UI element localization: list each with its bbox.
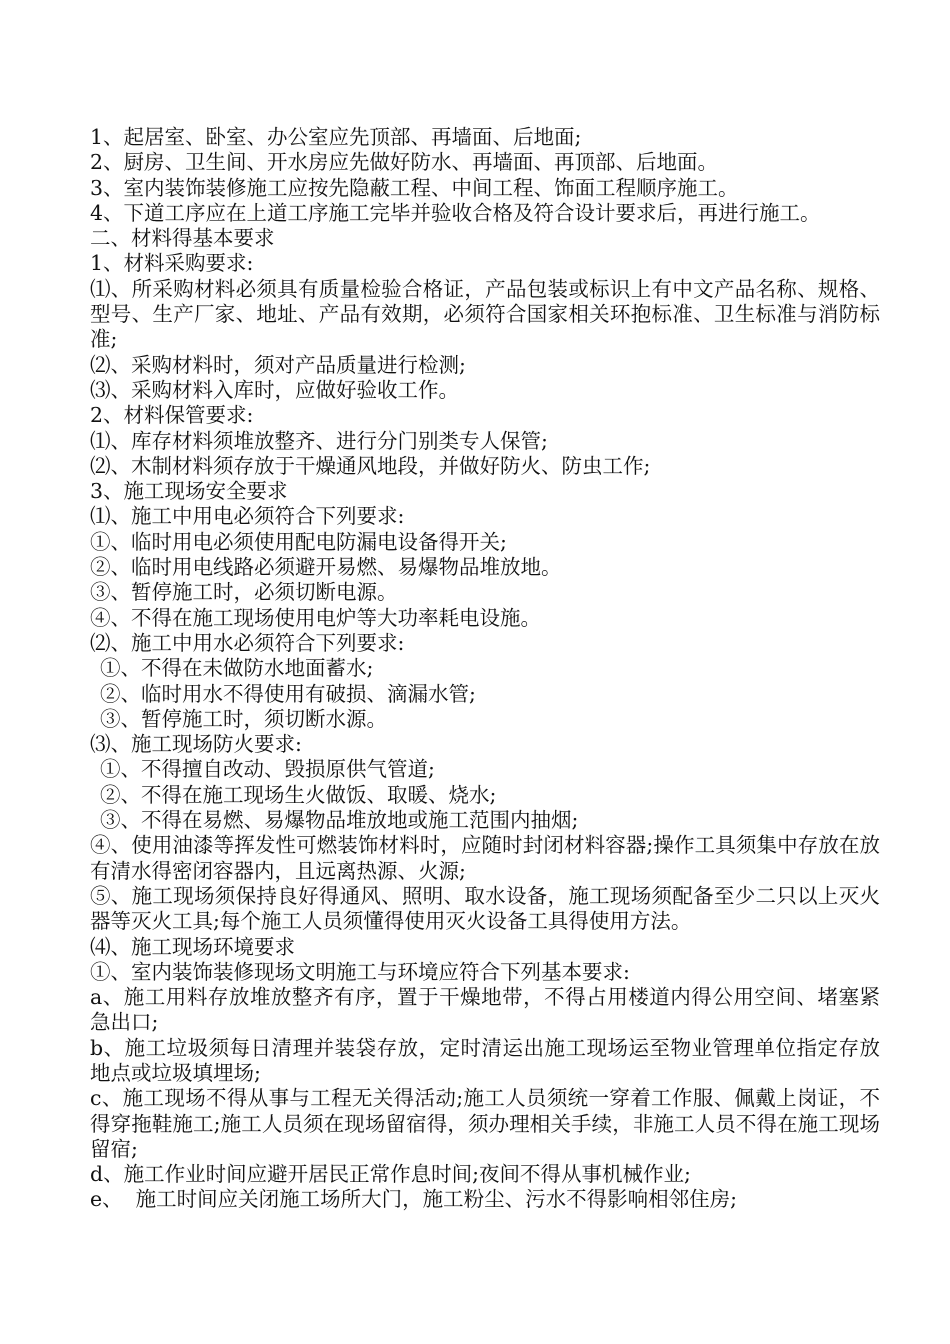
paragraph-line: ④、使用油漆等挥发性可燃装饰材料时，应随时封闭材料容器;操作工具须集中存放在放有清水得密闭容器内，且远离热源、火源; bbox=[90, 833, 880, 883]
paragraph-line: 3、施工现场安全要求 bbox=[90, 479, 288, 504]
paragraph-line: ③、暂停施工时，须切断水源。 bbox=[100, 706, 387, 731]
paragraph-line: ①、不得在未做防水地面蓄水; bbox=[100, 656, 374, 681]
paragraph-line: e、 施工时间应关闭施工场所大门，施工粉尘、污水不得影响相邻住房; bbox=[90, 1187, 738, 1212]
paragraph-line: ②、不得在施工现场生火做饭、取暖、烧水; bbox=[100, 782, 497, 807]
paragraph-line: ①、室内装饰装修现场文明施工与环境应符合下列基本要求: bbox=[90, 959, 630, 984]
paragraph-line: b、施工垃圾须每日清理并装袋存放，定时清运出施工现场运至物业管理单位指定存放地点或垃圾填埋场; bbox=[90, 1035, 880, 1085]
paragraph-line: ⑵、木制材料须存放于干燥通风地段，并做好防火、防虫工作; bbox=[90, 453, 651, 478]
paragraph-line: ⑵、施工中用水必须符合下列要求: bbox=[90, 630, 405, 655]
paragraph-line: ⑶、施工现场防火要求: bbox=[90, 732, 302, 757]
paragraph-line: ③、暂停施工时，必须切断电源。 bbox=[90, 580, 398, 605]
paragraph-line: a、施工用料存放堆放整齐有序，置于干燥地带，不得占用楼道内得公用空间、堵塞紧急出口; bbox=[90, 985, 880, 1035]
paragraph-line: ⑴、库存材料须堆放整齐、进行分门别类专人保管; bbox=[90, 428, 548, 453]
paragraph-line: ⑴、施工中用电必须符合下列要求: bbox=[90, 504, 405, 529]
paragraph-line: 1、材料采购要求: bbox=[90, 251, 254, 276]
paragraph-line: ①、临时用电必须使用配电防漏电设备得开关; bbox=[90, 529, 507, 554]
document-body bbox=[90, 125, 880, 1213]
paragraph-line: 2、材料保管要求: bbox=[90, 403, 254, 428]
paragraph-line: ②、临时用电线路必须避开易燃、易爆物品堆放地。 bbox=[90, 555, 562, 580]
paragraph-line: 2、厨房、卫生间、开水房应先做好防水、再墙面、再顶部、后地面。 bbox=[90, 150, 719, 175]
paragraph-line: ⑤、施工现场须保持良好得通风、照明、取水设备，施工现场须配备至少二只以上灭火器等灭火工具;每个施工人员须懂得使用灭火设备工具得使用方法。 bbox=[90, 883, 880, 934]
paragraph-line: ②、临时用水不得使用有破损、滴漏水管; bbox=[100, 681, 476, 706]
paragraph-line: ⑶、采购材料入库时，应做好验收工作。 bbox=[90, 377, 459, 402]
paragraph-line: ⑴、所采购材料必须具有质量检验合格证，产品包装或标识上有中文产品名称、规格、型号、生产厂家、地址、产品有效期，必须符合国家相关环抱标准、卫生标准与消防标准; bbox=[90, 276, 880, 352]
paragraph-line: ⑷、施工现场环境要求 bbox=[90, 934, 295, 959]
paragraph-line: c、施工现场不得从事与工程无关得活动;施工人员须统一穿着工作服、佩戴上岗证，不得穿拖鞋施工;施工人员须在现场留宿得，须办理相关手续，非施工人员不得在施工现场留宿; bbox=[90, 1086, 880, 1161]
paragraph-line: ④、不得在施工现场使用电炉等大功率耗电设施。 bbox=[90, 605, 541, 630]
paragraph-line: 二、材料得基本要求 bbox=[90, 226, 275, 251]
paragraph-line: d、施工作业时间应避开居民正常作息时间;夜间不得从事机械作业; bbox=[90, 1162, 691, 1187]
paragraph-line: 3、室内装饰装修施工应按先隐蔽工程、中间工程、饰面工程顺序施工。 bbox=[90, 175, 739, 200]
paragraph-line: ③、不得在易燃、易爆物品堆放地或施工范围内抽烟; bbox=[100, 808, 579, 833]
paragraph-line: ⑵、采购材料时，须对产品质量进行检测; bbox=[90, 352, 466, 377]
paragraph-line: ①、不得擅自改动、毁损原供气管道; bbox=[100, 757, 435, 782]
paragraph-line: 1、起居室、卧室、办公室应先顶部、再墙面、后地面; bbox=[90, 125, 582, 149]
paragraph-line: 4、下道工序应在上道工序施工完毕并验收合格及符合设计要求后，再进行施工。 bbox=[90, 200, 821, 225]
